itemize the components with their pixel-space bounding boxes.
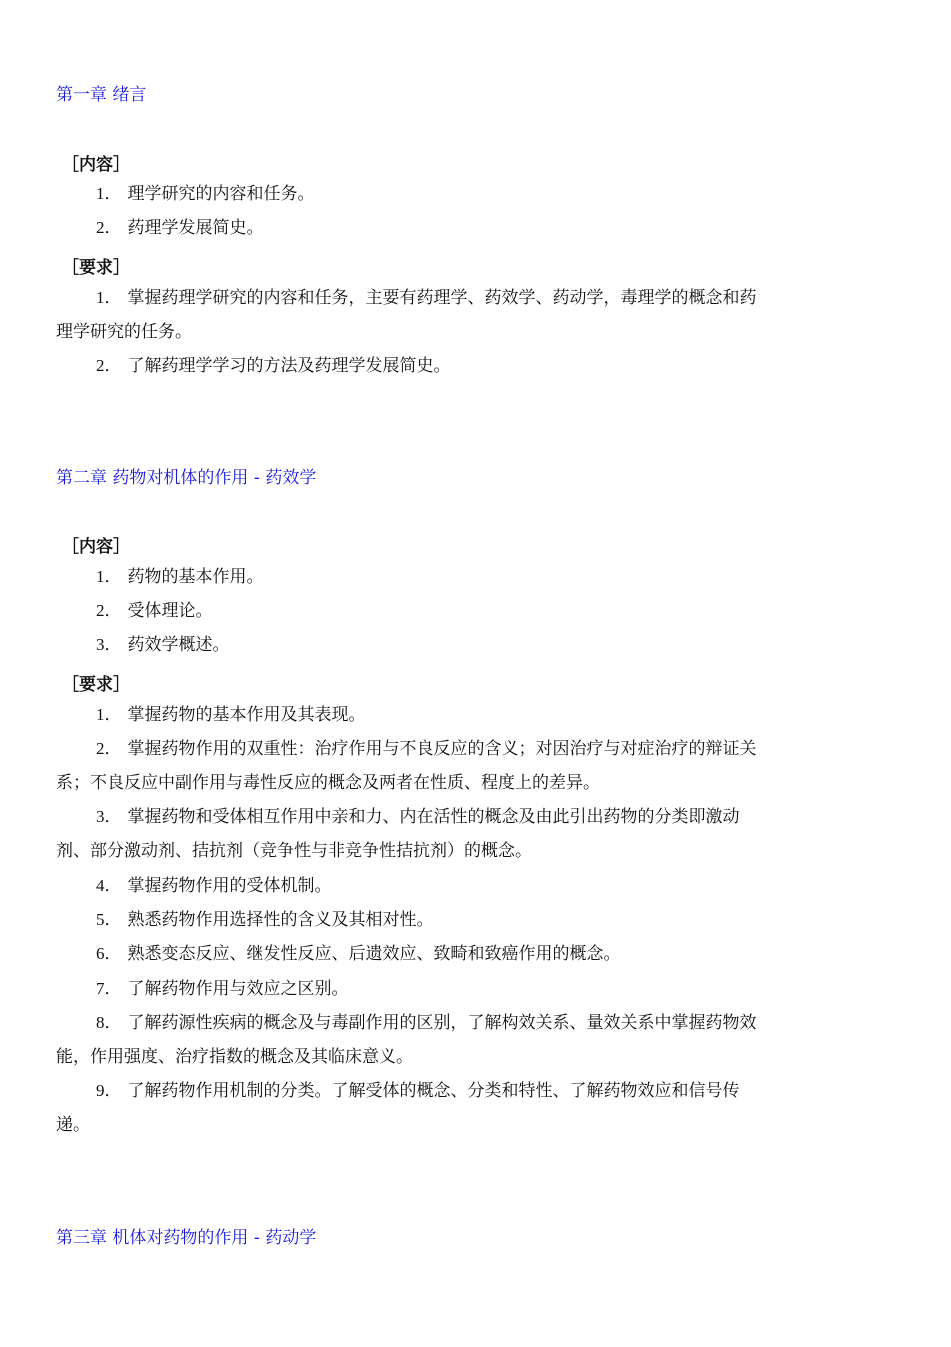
chapter-1-requirement-heading: ［要求］ bbox=[62, 258, 130, 278]
item-number: 2． bbox=[96, 356, 122, 375]
chapter-2-requirement-item-5 bbox=[96, 910, 434, 930]
item-number: 6． bbox=[96, 944, 122, 963]
item-text: 掌握药物和受体相互作用中亲和力、内在活性的概念及由此引出药物的分类即激动 bbox=[127, 807, 740, 827]
item-text: 掌握药理学研究的内容和任务，主要有药理学、药效学、药动学，毒理学的概念和药 bbox=[127, 288, 757, 308]
item-number: 1． bbox=[96, 184, 122, 203]
item-text: 药物的基本作用。 bbox=[127, 567, 264, 587]
item-text: 掌握药物作用的受体机制。 bbox=[127, 876, 332, 896]
item-text: 掌握药物作用的双重性：治疗作用与不良反应的含义；对因治疗与对症治疗的辩证关 bbox=[127, 739, 757, 759]
item-number: 7． bbox=[96, 979, 122, 998]
chapter-1-requirement-item-1 bbox=[96, 288, 757, 308]
item-text: 熟悉变态反应、继发性反应、后遗效应、致畸和致癌作用的概念。 bbox=[127, 944, 621, 964]
item-text: 受体理论。 bbox=[127, 601, 213, 621]
item-text: 药理学发展简史。 bbox=[127, 218, 264, 238]
item-number: 8． bbox=[96, 1013, 122, 1032]
item-number: 2． bbox=[96, 601, 122, 620]
chapter-2-requirement-item-2-continued: 系；不良反应中副作用与毒性反应的概念及两者在性质、程度上的差异。 bbox=[56, 773, 600, 793]
item-number: 3． bbox=[96, 635, 122, 654]
chapter-3-title: 第三章 机体对药物的作用 - 药动学 bbox=[56, 1228, 317, 1248]
item-number: 3． bbox=[96, 807, 122, 826]
chapter-2-requirement-item-8 bbox=[96, 1013, 757, 1033]
chapter-1-content-item-2 bbox=[96, 218, 264, 238]
item-text: 熟悉药物作用选择性的含义及其相对性。 bbox=[127, 910, 434, 930]
chapter-2-requirement-item-9 bbox=[96, 1081, 740, 1101]
item-text: 了解药物作用机制的分类。了解受体的概念、分类和特性、了解药物效应和信号传 bbox=[127, 1081, 740, 1101]
chapter-2-requirement-item-1 bbox=[96, 705, 366, 725]
chapter-1-content-item-1 bbox=[96, 184, 315, 204]
chapter-2-content-item-1 bbox=[96, 567, 264, 587]
item-number: 9． bbox=[96, 1081, 122, 1100]
chapter-2-requirement-item-7 bbox=[96, 979, 349, 999]
chapter-2-content-item-3 bbox=[96, 635, 230, 655]
item-number: 5． bbox=[96, 910, 122, 929]
chapter-1-title: 第一章 绪言 bbox=[56, 85, 147, 105]
chapter-2-title: 第二章 药物对机体的作用 - 药效学 bbox=[56, 468, 317, 488]
chapter-2-content-item-2 bbox=[96, 601, 213, 621]
chapter-2-requirement-item-9-continued: 递。 bbox=[56, 1115, 90, 1135]
chapter-1-requirement-item-1-continued: 理学研究的任务。 bbox=[56, 322, 192, 342]
item-number: 1． bbox=[96, 705, 122, 724]
chapter-2-requirement-heading: ［要求］ bbox=[62, 675, 130, 695]
chapter-1-content-heading: ［内容］ bbox=[62, 155, 130, 175]
chapter-2-content-heading: ［内容］ bbox=[62, 537, 130, 557]
item-number: 1． bbox=[96, 567, 122, 586]
item-text: 药效学概述。 bbox=[127, 635, 230, 655]
chapter-1-requirement-item-2 bbox=[96, 356, 451, 376]
item-number: 1． bbox=[96, 288, 122, 307]
item-text: 掌握药物的基本作用及其表现。 bbox=[127, 705, 366, 725]
chapter-2-requirement-item-6 bbox=[96, 944, 621, 964]
chapter-2-requirement-item-3 bbox=[96, 807, 740, 827]
item-text: 理学研究的内容和任务。 bbox=[127, 184, 315, 204]
item-number: 4． bbox=[96, 876, 122, 895]
chapter-2-requirement-item-8-continued: 能，作用强度、治疗指数的概念及其临床意义。 bbox=[56, 1047, 413, 1067]
chapter-2-requirement-item-4 bbox=[96, 876, 332, 896]
chapter-2-requirement-item-2 bbox=[96, 739, 757, 759]
item-text: 了解药物作用与效应之区别。 bbox=[127, 979, 349, 999]
item-text: 了解药理学学习的方法及药理学发展简史。 bbox=[127, 356, 451, 376]
item-text: 了解药源性疾病的概念及与毒副作用的区别，了解构效关系、量效关系中掌握药物效 bbox=[127, 1013, 757, 1033]
chapter-2-requirement-item-3-continued: 剂、部分激动剂、拮抗剂（竞争性与非竞争性拮抗剂）的概念。 bbox=[56, 841, 532, 861]
item-number: 2． bbox=[96, 739, 122, 758]
item-number: 2． bbox=[96, 218, 122, 237]
